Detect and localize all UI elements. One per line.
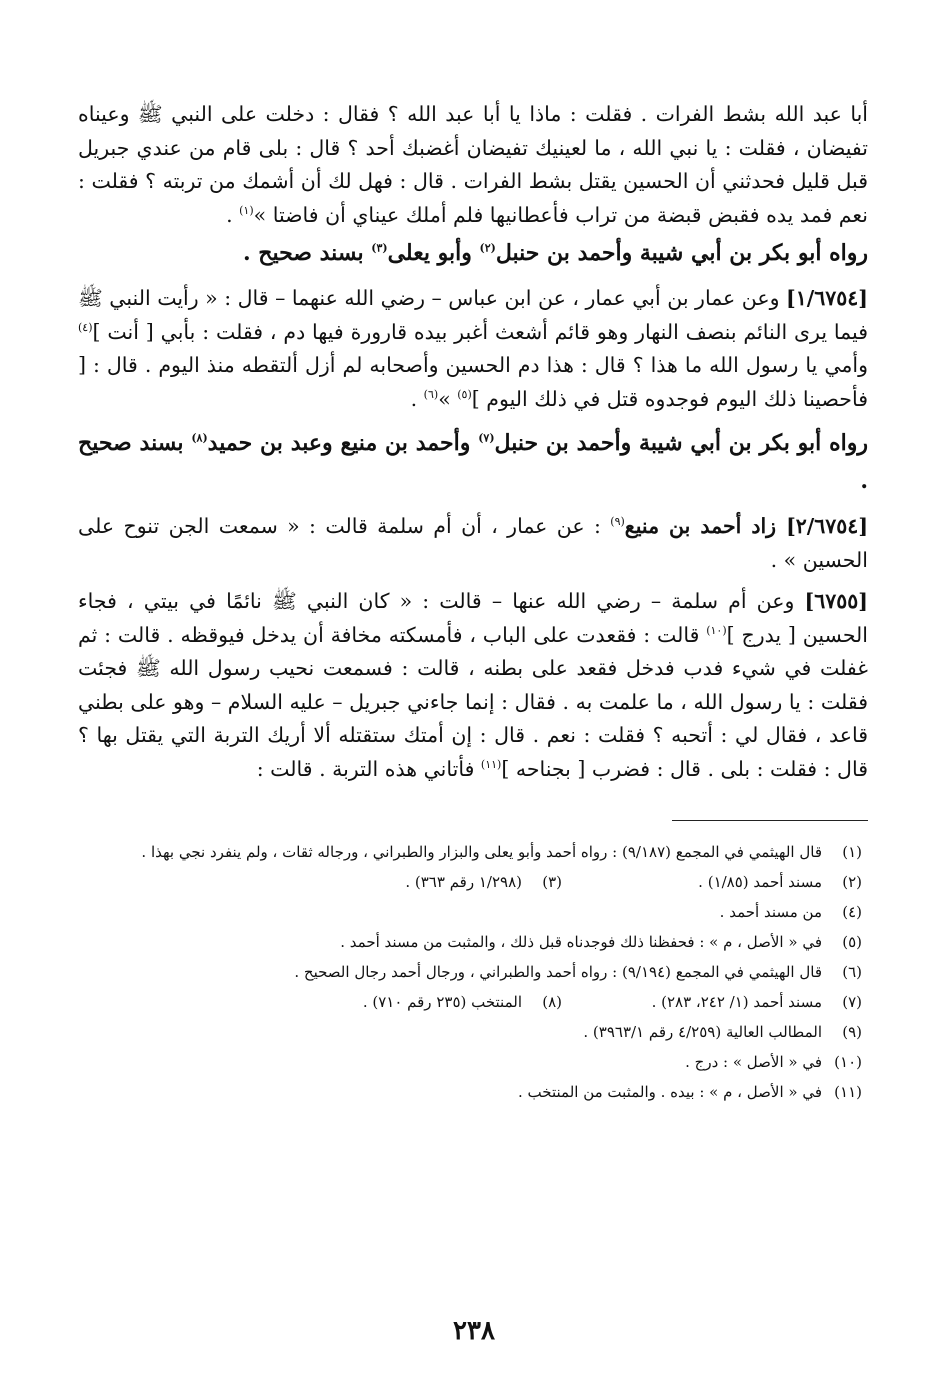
footnote-row-7-8 — [78, 987, 862, 1017]
footnote-number: (٤) — [842, 903, 862, 921]
footnote-number: (٢) — [842, 873, 862, 891]
footnote-text: من مسند أحمد . — [719, 903, 822, 921]
footnote-ref-3[interactable]: (٣) — [371, 241, 388, 255]
footnote-separator — [672, 820, 868, 821]
footnote-number: (٥) — [842, 933, 862, 951]
hadith-text: فأتاني هذه التربة . قالت : — [256, 756, 481, 781]
narration-text: رواه أبو بكر بن أبي شيبة وأحمد بن حنبل — [495, 240, 868, 266]
footnotes-section — [78, 837, 868, 1107]
hadith-6754-1 — [78, 282, 868, 416]
footnote-9 — [78, 1017, 862, 1047]
footnote-text: في « الأصل » : درج . — [685, 1053, 822, 1071]
footnote-number: (٣) — [542, 873, 562, 891]
footnote-ref-7[interactable]: (٧) — [478, 431, 495, 445]
narration-text: وأبو يعلى — [387, 240, 480, 266]
footnote-text: قال الهيثمي في المجمع (٩/١٨٧) : رواه أحمد وأبو يعلى والبزار والطبراني ، ورجاله ثقات ، ولم ينفرد نجي بهذا . — [141, 843, 822, 861]
footnote-5 — [78, 927, 862, 957]
footnote-text: (١/٢٩٨ رقم ٣٦٣) . — [405, 873, 522, 891]
narration-text: رواه أبو بكر بن أبي شيبة وأحمد بن حنبل — [494, 430, 868, 456]
footnote-ref-10[interactable]: (١٠) — [706, 623, 727, 637]
footnote-row-2-3 — [78, 867, 862, 897]
hadith-text: وعن أم سلمة – رضي الله عنها – قالت : « كان النبي ﷺ نائمًا في بيتي ، فجاء الحسين [ يدرج ] — [78, 589, 868, 647]
page-number: ٢٣٨ — [453, 1316, 495, 1346]
narration-text: بسند صحيح . — [78, 430, 868, 494]
hadith-text: : عن عمار ، أن أم سلمة قالت : « سمعت الجن تنوح على الحسين » . — [78, 514, 868, 572]
hadith-number: [٢/٦٧٥٤] — [786, 514, 869, 538]
hadith-text: . — [410, 386, 424, 411]
footnote-ref-6[interactable]: (٦) — [423, 387, 439, 401]
footnote-number: (٦) — [842, 963, 862, 981]
narration-text: بسند صحيح . — [242, 240, 372, 266]
hadith-6755 — [78, 585, 868, 786]
footnote-4 — [78, 897, 862, 927]
footnote-number: (١١) — [834, 1083, 862, 1101]
footnote-2 — [562, 867, 862, 897]
footnote-text: المطالب العالية (٤/٢٥٩ رقم ٣٩٦٣/١) . — [583, 1023, 822, 1041]
footnote-3 — [405, 867, 562, 897]
footnote-text: في « الأصل ، م » : فحفظنا ذلك فوجدناه قبل ذلك ، والمثبت من مسند أحمد . — [340, 933, 822, 951]
hadith-text: وعن عمار بن أبي عمار ، عن ابن عباس – رضي الله عنهما – قال : « رأيت النبي ﷺ فيما يرى النائم بنصف النهار وهو قائم أشعث أغبر بيده قارورة فيها دم ، فقلت : بأبي [ أنت ] — [78, 286, 868, 344]
footnote-number: (٨) — [542, 993, 562, 1011]
footnote-number: (٧) — [842, 993, 862, 1011]
footnote-number: (١٠) — [834, 1053, 862, 1071]
footnote-text: مسند أحمد (١/٨٥) . — [698, 873, 822, 891]
footnote-text: مسند أحمد (١/ ٢٤٢، ٢٨٣) . — [651, 993, 822, 1011]
footnote-text: في « الأصل ، م » : بيده . والمثبت من المنتخب . — [518, 1083, 822, 1101]
footnote-7 — [562, 987, 862, 1017]
paragraph-end: . — [226, 202, 240, 227]
narration-text: وأحمد بن منيع وعبد بن حميد — [207, 430, 479, 456]
hadith-text: » — [438, 386, 458, 411]
hadith-number: [٦٧٥٥] — [804, 589, 868, 613]
footnote-6 — [78, 957, 862, 987]
footnote-ref-11[interactable]: (١١) — [480, 757, 502, 771]
hadith-label: زاد أحمد بن منيع — [624, 514, 787, 538]
footnote-number: (١) — [842, 843, 862, 861]
hadith-number: [١/٦٧٥٤] — [786, 286, 868, 310]
hadith-6754-2 — [78, 510, 868, 577]
footnote-ref-4[interactable]: (٤) — [78, 320, 93, 334]
footnote-ref-9[interactable]: (٩) — [610, 515, 625, 529]
hadith-text: وأمي يا رسول الله ما هذا ؟ قال : هذا دم الحسين وأصحابه لم أزل ألتقطه منذ اليوم . قال : [ فأحصينا ذلك اليوم فوجدوه قتل في ذلك اليوم ] — [78, 353, 868, 411]
hadith-text: قالت : فقعدت على الباب ، فأمسكته مخافة أن يدخل فيوقظه . قالت : ثم غفلت في شيء فدب فدخل فقعد على بطنه ، قالت : فسمعت نحيب رسول الله ﷺ فجئت فقلت : يا رسول الله ، ما علمت به . فقال : إنما جاءني جبريل – عليه السلام – وهو على بطني قاعد ، فقال لي : أتحبه ؟ فقلت : نعم . قال : إن أمتك ستقتله ألا أريك التربة التي يقتل بها ؟ قال : فقلت : بلى . قال : فضرب [ بجناحه ] — [78, 622, 868, 781]
footnote-11 — [78, 1077, 862, 1107]
footnote-text: قال الهيثمي في المجمع (٩/١٩٤) : رواه أحمد والطبراني ، ورجال أحمد رجال الصحيح . — [294, 963, 822, 981]
narration-line-1 — [78, 234, 868, 272]
paragraph-text: أبا عبد الله بشط الفرات . فقلت : ماذا يا أبا عبد الله ؟ فقال : دخلت على النبي ﷺ وعيناه تفيضان ، فقلت : يا نبي الله ، ما لعينيك تفيضان أغضبك أحد ؟ قال : بلى قام من عندي جبريل قبل قليل فحدثني أن الحسين يقتل بشط الفرات . قال : فهل لك أن أشمك من تربته ؟ فقلت : نعم فمد يده فقبض قبضة من تراب فأعطانيها فلم أملك عيناي أن فاضتا » — [78, 102, 868, 227]
footnote-text: المنتخب (٢٣٥ رقم ٧١٠) . — [362, 993, 522, 1011]
footnote-1 — [78, 837, 862, 867]
footnote-number: (٩) — [842, 1023, 862, 1041]
footnote-ref-5[interactable]: (٥) — [457, 387, 472, 401]
narration-line-2 — [78, 424, 868, 500]
footnote-ref-2[interactable]: (٢) — [479, 241, 496, 255]
footnote-8 — [363, 987, 562, 1017]
footnote-10 — [78, 1047, 862, 1077]
paragraph-continuation — [78, 98, 868, 232]
footnote-ref-8[interactable]: (٨) — [191, 431, 208, 445]
footnote-ref-1[interactable]: (١) — [239, 203, 254, 217]
